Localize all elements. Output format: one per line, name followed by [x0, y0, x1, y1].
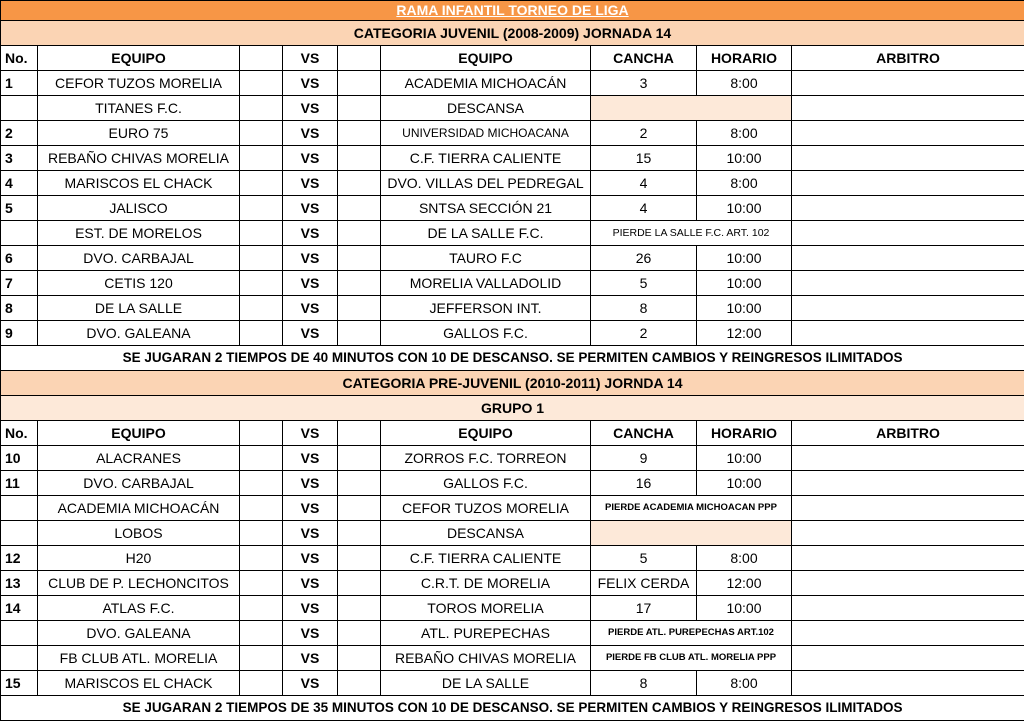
table-row — [1, 596, 1024, 621]
home-team: MARISCOS EL CHACK — [38, 671, 240, 696]
vs-label: VS — [283, 646, 338, 671]
table-row — [1, 621, 1024, 646]
cancha: 4 — [591, 196, 697, 221]
arbitro — [792, 96, 1024, 121]
cancha: 15 — [591, 146, 697, 171]
category-title: CATEGORIA JUVENIL (2008-2009) JORNADA 14 — [1, 21, 1024, 46]
cancha: 8 — [591, 671, 697, 696]
cancha: 16 — [591, 471, 697, 496]
forfeit-note: PIERDE ACADEMIA MICHOACAN PPP — [591, 496, 792, 521]
vs-label: VS — [283, 121, 338, 146]
table-row — [1, 121, 1024, 146]
vs-label: VS — [283, 196, 338, 221]
table-row — [1, 496, 1024, 521]
vs-label: VS — [283, 471, 338, 496]
cancha: 26 — [591, 246, 697, 271]
vs-label: VS — [283, 596, 338, 621]
table-row — [1, 646, 1024, 671]
vs-label: VS — [283, 146, 338, 171]
arbitro — [792, 621, 1024, 646]
arbitro — [792, 521, 1024, 546]
arbitro — [792, 546, 1024, 571]
vs-label: VS — [283, 271, 338, 296]
match-no: 11 — [1, 471, 38, 496]
away-team: GALLOS F.C. — [381, 471, 591, 496]
away-team: ATL. PUREPECHAS — [381, 621, 591, 646]
bye-cell — [591, 96, 792, 121]
home-team: JALISCO — [38, 196, 240, 221]
cancha: 2 — [591, 121, 697, 146]
home-team: TITANES F.C. — [38, 96, 240, 121]
group-title: GRUPO 1 — [1, 396, 1024, 421]
match-no — [1, 221, 38, 246]
arbitro — [792, 446, 1024, 471]
home-team: H20 — [38, 546, 240, 571]
home-team: DVO. GALEANA — [38, 321, 240, 346]
home-team: EST. DE MORELOS — [38, 221, 240, 246]
cancha: FELIX CERDA — [591, 571, 697, 596]
header-home: EQUIPO — [38, 421, 240, 446]
match-no: 8 — [1, 296, 38, 321]
rules-note: SE JUGARAN 2 TIEMPOS DE 40 MINUTOS CON 10 DE DESCANSO. SE PERMITEN CAMBIOS Y REINGRESOS ILIMITADOS — [1, 346, 1024, 371]
cancha: 9 — [591, 446, 697, 471]
header-row — [1, 46, 1024, 71]
arbitro — [792, 171, 1024, 196]
page-title: RAMA INFANTIL TORNEO DE LIGA — [1, 1, 1024, 21]
cancha: 17 — [591, 596, 697, 621]
header-cancha: CANCHA — [591, 421, 697, 446]
header-row — [1, 421, 1024, 446]
horario: 8:00 — [697, 671, 792, 696]
match-no: 3 — [1, 146, 38, 171]
horario: 10:00 — [697, 196, 792, 221]
away-team: CEFOR TUZOS MORELIA — [381, 496, 591, 521]
vs-label: VS — [283, 496, 338, 521]
table-row — [1, 671, 1024, 696]
home-team: ALACRANES — [38, 446, 240, 471]
forfeit-note: PIERDE ATL. PUREPECHAS ART.102 — [591, 621, 792, 646]
match-no — [1, 646, 38, 671]
forfeit-note: PIERDE LA SALLE F.C. ART. 102 — [591, 221, 792, 246]
horario: 10:00 — [697, 271, 792, 296]
home-team: DVO. CARBAJAL — [38, 246, 240, 271]
away-team: C.R.T. DE MORELIA — [381, 571, 591, 596]
cancha: 8 — [591, 296, 697, 321]
away-team: REBAÑO CHIVAS MORELIA — [381, 646, 591, 671]
match-no: 6 — [1, 246, 38, 271]
header-home: EQUIPO — [38, 46, 240, 71]
vs-label: VS — [283, 246, 338, 271]
horario: 10:00 — [697, 296, 792, 321]
away-team: DESCANSA — [381, 96, 591, 121]
table-row — [1, 546, 1024, 571]
away-team: TAURO F.C — [381, 246, 591, 271]
vs-label: VS — [283, 96, 338, 121]
table-row — [1, 221, 1024, 246]
horario: 12:00 — [697, 571, 792, 596]
table-row — [1, 71, 1024, 96]
horario: 10:00 — [697, 471, 792, 496]
header-vs: VS — [283, 46, 338, 71]
home-team: CLUB DE P. LECHONCITOS — [38, 571, 240, 596]
vs-label: VS — [283, 521, 338, 546]
header-horario: HORARIO — [697, 46, 792, 71]
arbitro — [792, 671, 1024, 696]
arbitro — [792, 221, 1024, 246]
table-row — [1, 571, 1024, 596]
arbitro — [792, 71, 1024, 96]
match-no — [1, 621, 38, 646]
header-away: EQUIPO — [381, 421, 591, 446]
match-no: 10 — [1, 446, 38, 471]
rules-note: SE JUGARAN 2 TIEMPOS DE 35 MINUTOS CON 10 DE DESCANSO. SE PERMITEN CAMBIOS Y REINGRESOS ILIMITADOS — [1, 696, 1024, 721]
home-team: DVO. GALEANA — [38, 621, 240, 646]
vs-label: VS — [283, 671, 338, 696]
match-no: 12 — [1, 546, 38, 571]
horario: 8:00 — [697, 546, 792, 571]
header-arbitro: ARBITRO — [792, 46, 1024, 71]
bye-cell — [591, 521, 792, 546]
vs-label: VS — [283, 571, 338, 596]
header-cancha: CANCHA — [591, 46, 697, 71]
away-team: MORELIA VALLADOLID — [381, 271, 591, 296]
header-horario: HORARIO — [697, 421, 792, 446]
category-title: CATEGORIA PRE-JUVENIL (2010-2011) JORNDA 14 — [1, 371, 1024, 396]
away-team: ZORROS F.C. TORREON — [381, 446, 591, 471]
table-row — [1, 196, 1024, 221]
arbitro — [792, 571, 1024, 596]
table-row — [1, 521, 1024, 546]
horario: 8:00 — [697, 171, 792, 196]
match-no: 4 — [1, 171, 38, 196]
arbitro — [792, 596, 1024, 621]
vs-label: VS — [283, 446, 338, 471]
arbitro — [792, 646, 1024, 671]
cancha: 5 — [591, 546, 697, 571]
away-team: DESCANSA — [381, 521, 591, 546]
arbitro — [792, 271, 1024, 296]
home-team: LOBOS — [38, 521, 240, 546]
cancha: 3 — [591, 71, 697, 96]
vs-label: VS — [283, 296, 338, 321]
away-team: ACADEMIA MICHOACÁN — [381, 71, 591, 96]
header-vs: VS — [283, 421, 338, 446]
match-no: 14 — [1, 596, 38, 621]
home-team: FB CLUB ATL. MORELIA — [38, 646, 240, 671]
arbitro — [792, 121, 1024, 146]
match-no — [1, 96, 38, 121]
away-team: DVO. VILLAS DEL PEDREGAL — [381, 171, 591, 196]
away-team: UNIVERSIDAD MICHOACANA — [381, 121, 591, 146]
cancha: 4 — [591, 171, 697, 196]
match-no: 1 — [1, 71, 38, 96]
cancha: 2 — [591, 321, 697, 346]
home-team: ATLAS F.C. — [38, 596, 240, 621]
away-team: DE LA SALLE — [381, 671, 591, 696]
home-team: REBAÑO CHIVAS MORELIA — [38, 146, 240, 171]
match-no — [1, 521, 38, 546]
match-no: 5 — [1, 196, 38, 221]
home-team: CEFOR TUZOS MORELIA — [38, 71, 240, 96]
arbitro — [792, 246, 1024, 271]
away-team: C.F. TIERRA CALIENTE — [381, 146, 591, 171]
match-no — [1, 496, 38, 521]
header-no: No. — [1, 421, 38, 446]
away-team: TOROS MORELIA — [381, 596, 591, 621]
home-team: DE LA SALLE — [38, 296, 240, 321]
arbitro — [792, 321, 1024, 346]
forfeit-note: PIERDE FB CLUB ATL. MORELIA PPP — [591, 646, 792, 671]
horario: 8:00 — [697, 121, 792, 146]
table-row — [1, 246, 1024, 271]
away-team: GALLOS F.C. — [381, 321, 591, 346]
horario: 10:00 — [697, 446, 792, 471]
horario: 10:00 — [697, 146, 792, 171]
arbitro — [792, 496, 1024, 521]
match-no: 7 — [1, 271, 38, 296]
vs-label: VS — [283, 71, 338, 96]
table-row — [1, 321, 1024, 346]
vs-label: VS — [283, 621, 338, 646]
match-no: 9 — [1, 321, 38, 346]
away-team: C.F. TIERRA CALIENTE — [381, 546, 591, 571]
match-no: 2 — [1, 121, 38, 146]
arbitro — [792, 471, 1024, 496]
horario: 8:00 — [697, 71, 792, 96]
table-row — [1, 446, 1024, 471]
table-row — [1, 146, 1024, 171]
away-team: JEFFERSON INT. — [381, 296, 591, 321]
arbitro — [792, 146, 1024, 171]
vs-label: VS — [283, 221, 338, 246]
vs-label: VS — [283, 546, 338, 571]
home-team: MARISCOS EL CHACK — [38, 171, 240, 196]
match-no: 13 — [1, 571, 38, 596]
vs-label: VS — [283, 321, 338, 346]
away-team: SNTSA SECCIÓN 21 — [381, 196, 591, 221]
cancha: 5 — [591, 271, 697, 296]
match-no: 15 — [1, 671, 38, 696]
table-row — [1, 96, 1024, 121]
table-row — [1, 171, 1024, 196]
home-team: CETIS 120 — [38, 271, 240, 296]
home-team: ACADEMIA MICHOACÁN — [38, 496, 240, 521]
header-no: No. — [1, 46, 38, 71]
arbitro — [792, 296, 1024, 321]
home-team: EURO 75 — [38, 121, 240, 146]
table-row — [1, 271, 1024, 296]
table-row — [1, 471, 1024, 496]
home-team: DVO. CARBAJAL — [38, 471, 240, 496]
table-row — [1, 296, 1024, 321]
horario: 10:00 — [697, 596, 792, 621]
away-team: DE LA SALLE F.C. — [381, 221, 591, 246]
header-arbitro: ARBITRO — [792, 421, 1024, 446]
header-away: EQUIPO — [381, 46, 591, 71]
horario: 10:00 — [697, 246, 792, 271]
horario: 12:00 — [697, 321, 792, 346]
arbitro — [792, 196, 1024, 221]
vs-label: VS — [283, 171, 338, 196]
